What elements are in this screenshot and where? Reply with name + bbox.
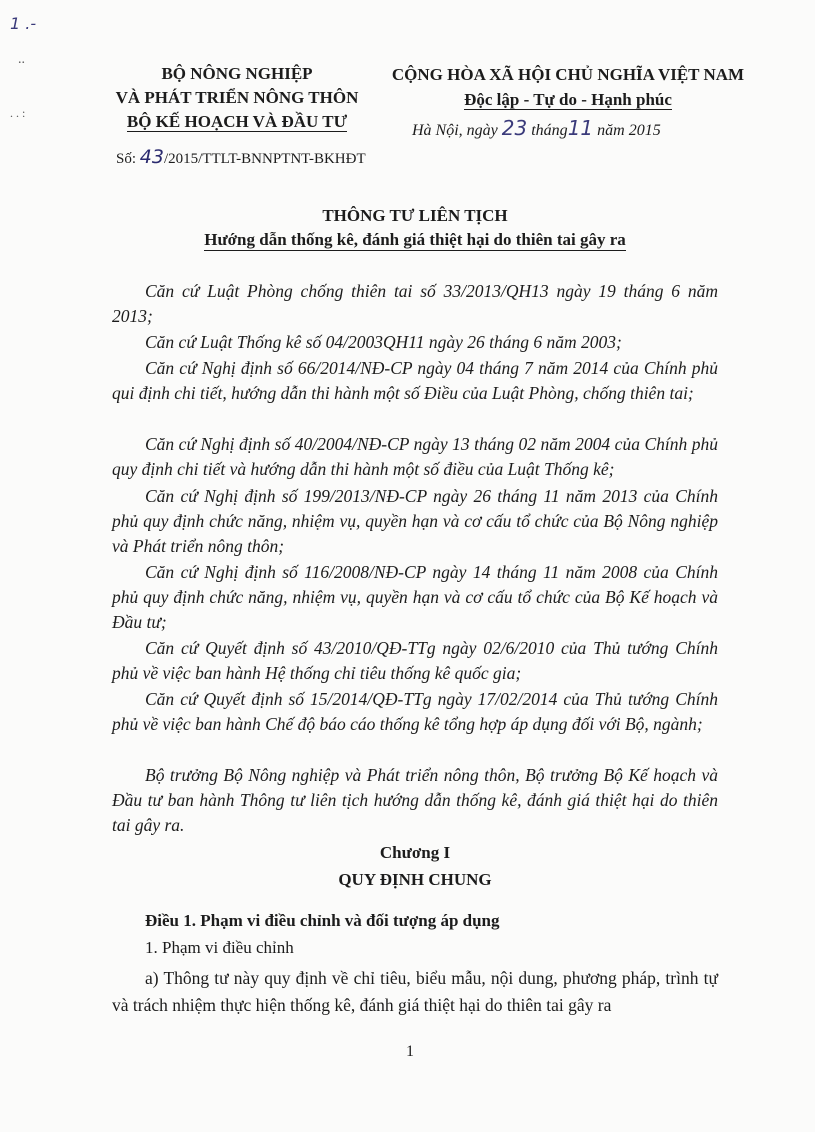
preamble-paragraph	[112, 279, 718, 329]
clause-heading: 1. Phạm vi điều chỉnh	[145, 938, 294, 957]
preamble-text: Căn cứ Nghị định số 116/2008/NĐ-CP ngày 14 tháng 11 năm 2008 của Chính phủ quy định chức năng, nhiệm vụ, quyền hạn và cơ cấu tổ chức của Bộ Kế hoạch và Đầu tư;	[112, 562, 718, 632]
date-year: năm 2015	[597, 122, 661, 139]
chapter-heading	[112, 840, 718, 892]
doc-number-suffix: /2015/TTLT-BNNPTNT-BKHĐT	[163, 151, 366, 167]
national-motto-text: Độc lập - Tự do - Hạnh phúc	[464, 90, 672, 109]
margin-dots: . . :	[10, 106, 26, 120]
issue-date	[412, 116, 661, 140]
document-number	[116, 146, 366, 168]
preamble-paragraph	[112, 432, 718, 482]
preamble-text: Căn cứ Nghị định số 66/2014/NĐ-CP ngày 04 tháng 7 năm 2014 của Chính phủ qui định chi tiết, hướng dẫn thi hành một số Điều của Luật Phòng, chống thiên tai;	[112, 358, 718, 403]
page-number: 1	[406, 1043, 414, 1060]
national-name: CỘNG HÒA XÃ HỘI CHỦ NGHĨA VIỆT NAM	[391, 65, 745, 84]
title-line-2-text: Hướng dẫn thống kê, đánh giá thiệt hại do thiên tai gây ra	[204, 230, 626, 249]
preamble-paragraph	[112, 687, 718, 737]
margin-dots: ..	[18, 52, 25, 67]
preamble-text: Căn cứ Luật Phòng chống thiên tai số 33/2013/QH13 ngày 19 tháng 6 năm 2013;	[112, 281, 718, 326]
preamble-text: Bộ trưởng Bộ Nông nghiệp và Phát triển nông thôn, Bộ trưởng Bộ Kế hoạch và Đầu tư ban hành Thông tư liên tịch hướng dẫn thống kê, đánh giá thiệt hại do thiên tai gây ra.	[112, 765, 718, 835]
preamble-text: Căn cứ Nghị định số 199/2013/NĐ-CP ngày 26 tháng 11 năm 2013 của Chính phủ quy định chức năng, nhiệm vụ, quyền hạn và cơ cấu tổ chức của Bộ Nông nghiệp và Phát triển nông thôn;	[112, 486, 718, 556]
issuer-block	[92, 62, 382, 134]
issuer-line-1: BỘ NÔNG NGHIỆP	[161, 64, 313, 83]
date-month-label: tháng	[531, 122, 568, 139]
date-day-handwritten: 23	[501, 116, 528, 140]
doc-number-handwritten: 43	[139, 146, 164, 168]
article-heading: Điều 1. Phạm vi điều chỉnh và đối tượng áp dụng	[145, 911, 500, 930]
preamble-text: Căn cứ Luật Thống kê số 04/2003QH11 ngày 26 tháng 6 năm 2003;	[145, 332, 622, 352]
preamble-paragraph	[112, 356, 718, 406]
doc-number-prefix: Số:	[116, 151, 137, 167]
article-paragraph	[112, 965, 718, 1019]
article-text: a) Thông tư này quy định về chỉ tiêu, biểu mẫu, nội dung, phương pháp, trình tự và trách nhiệm thực hiện thống kê, đánh giá thiệt hại do thiên tai gây ra	[112, 968, 718, 1015]
chapter-label: Chương I	[379, 843, 451, 862]
chapter-name: QUY ĐỊNH CHUNG	[338, 870, 492, 889]
title-line-2	[112, 228, 718, 252]
title-line-1: THÔNG TƯ LIÊN TỊCH	[322, 206, 508, 225]
issuer-line-3-text: BỘ KẾ HOẠCH VÀ ĐẦU TƯ	[126, 112, 348, 131]
preamble-text: Căn cứ Quyết định số 15/2014/QĐ-TTg ngày 17/02/2014 của Thủ tướng Chính phủ về việc ban hành Chế độ báo cáo thống kê tổng hợp áp dụng đối với Bộ, ngành;	[112, 689, 718, 734]
margin-note-top: 1 .-	[10, 14, 37, 33]
national-motto	[368, 87, 768, 112]
preamble-paragraph	[112, 560, 718, 635]
date-prefix: Hà Nội, ngày	[412, 122, 498, 139]
date-month-handwritten: 11	[567, 116, 594, 140]
preamble-paragraph	[112, 330, 718, 355]
issuer-line-2: VÀ PHÁT TRIỂN NÔNG THÔN	[115, 88, 359, 107]
preamble-text: Căn cứ Quyết định số 43/2010/QĐ-TTg ngày 02/6/2010 của Thủ tướng Chính phủ về việc ban hành Hệ thống chỉ tiêu thống kê quốc gia;	[112, 638, 718, 683]
national-motto-block	[368, 62, 768, 112]
preamble-paragraph	[112, 763, 718, 838]
document-title	[112, 204, 718, 252]
preamble-paragraph	[112, 484, 718, 559]
issuer-line-3	[92, 110, 382, 134]
preamble-text: Căn cứ Nghị định số 40/2004/NĐ-CP ngày 13 tháng 02 năm 2004 của Chính phủ quy định chi tiết và hướng dẫn thi hành một số điều của Luật Thống kê;	[112, 434, 718, 479]
preamble-paragraph	[112, 636, 718, 686]
